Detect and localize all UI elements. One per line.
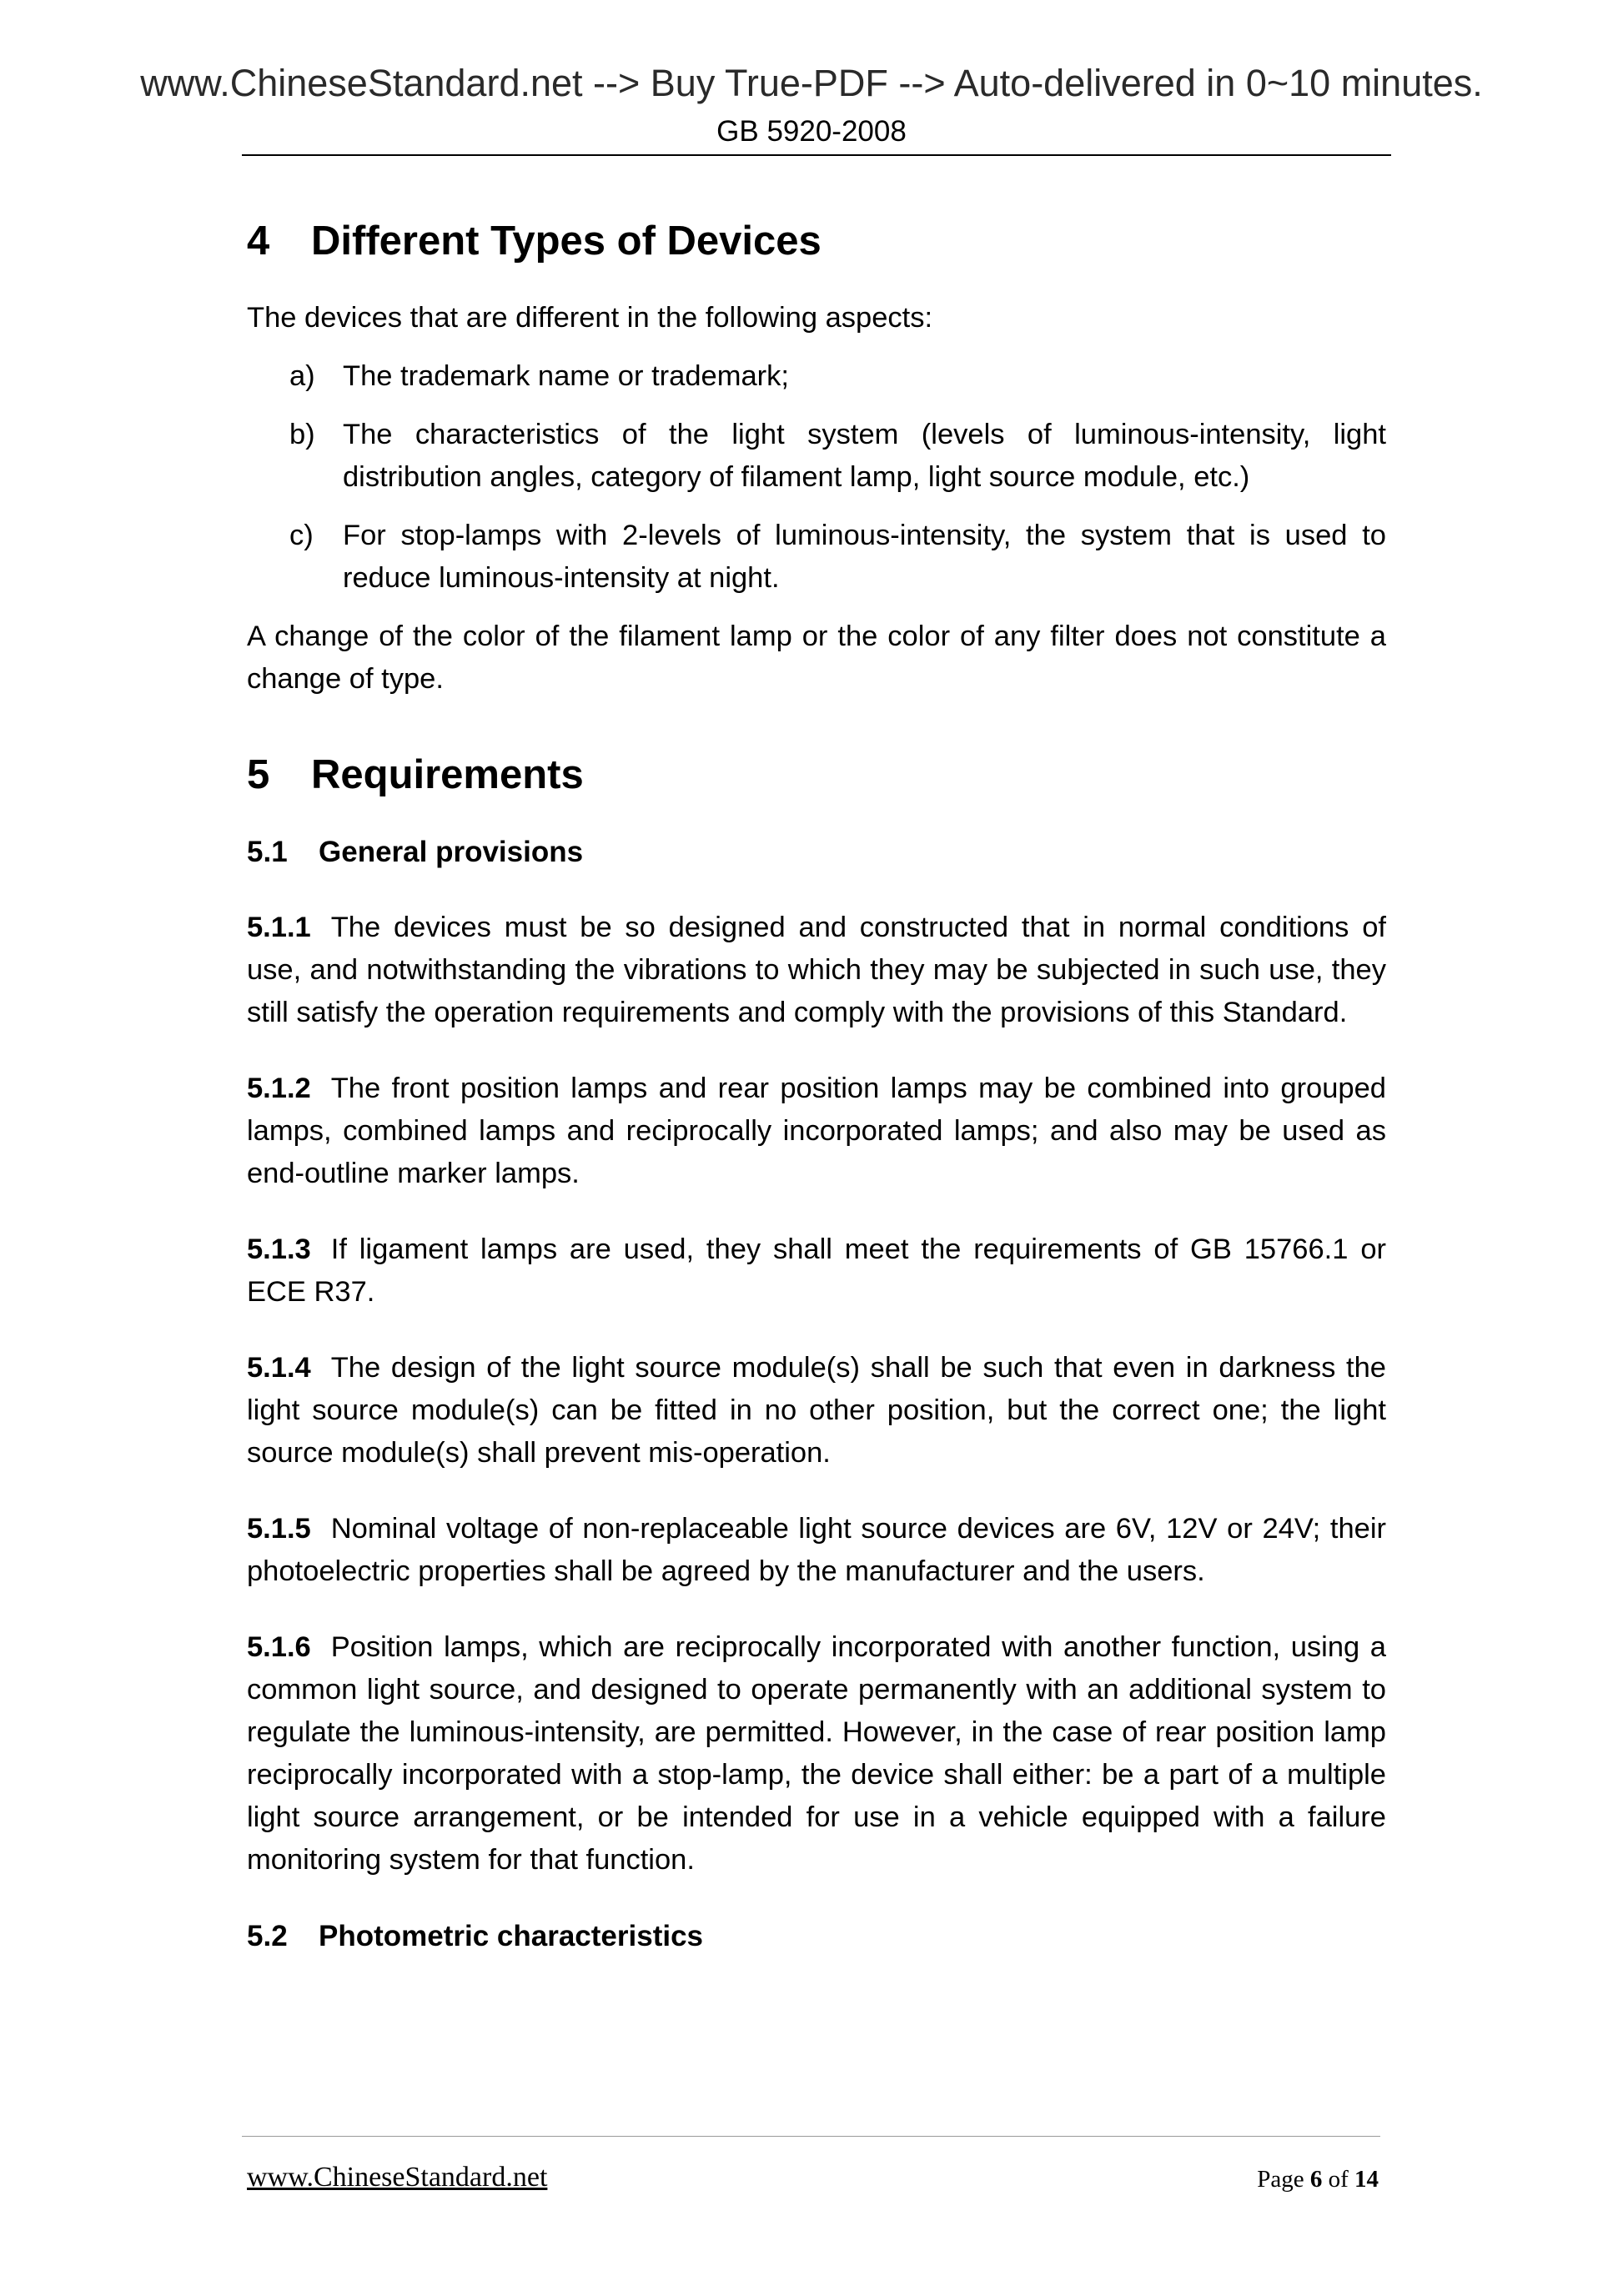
section-5-heading <box>247 747 1386 802</box>
page-number <box>1257 2166 1379 2193</box>
clause-number: 5.1.3 <box>247 1233 311 1265</box>
subsection-number: 5.2 <box>247 1920 288 1952</box>
clause-5-1-5 <box>247 1508 1386 1593</box>
section-4-title: Different Types of Devices <box>311 219 822 264</box>
list-item-a <box>289 355 1386 398</box>
page-total: 14 <box>1354 2166 1379 2193</box>
section-5-title: Requirements <box>311 752 584 797</box>
clause-5-1-2 <box>247 1068 1386 1195</box>
clause-number: 5.1.5 <box>247 1513 311 1545</box>
section-5-number: 5 <box>247 752 270 797</box>
subsection-title: General provisions <box>319 836 584 868</box>
list-marker: a) <box>289 360 315 392</box>
subsection-number: 5.1 <box>247 836 288 868</box>
list-text: The characteristics of the light system (levels of luminous-intensity, light distribution angles, category of filament lamp, light source module, etc.) <box>343 419 1386 493</box>
list-item-b <box>289 414 1386 499</box>
clause-text: The design of the light source module(s) shall be such that even in darkness the light source module(s) can be fitted in no other position, but the correct one; the light source module(s) shall prevent mis-operation. <box>247 1352 1386 1469</box>
clause-number: 5.1.4 <box>247 1352 311 1384</box>
list-marker: b) <box>289 419 315 450</box>
clause-5-1-4 <box>247 1347 1386 1475</box>
list-text: For stop-lamps with 2-levels of luminous-intensity, the system that is used to reduce luminous-intensity at night. <box>343 520 1386 594</box>
footer-website-link[interactable]: www.ChineseStandard.net <box>247 2162 548 2193</box>
page-of: of <box>1322 2166 1354 2193</box>
header-divider <box>242 154 1391 156</box>
list-marker: c) <box>289 520 314 551</box>
document-code: GB 5920-2008 <box>716 115 907 148</box>
footer-divider <box>242 2136 1380 2137</box>
clause-5-1-6 <box>247 1626 1386 1882</box>
clause-text: The front position lamps and rear position lamps may be combined into grouped lamps, combined lamps and reciprocally incorporated lamps; and also may be used as end-outline marker lamps. <box>247 1073 1386 1189</box>
clause-text: Position lamps, which are reciprocally incorporated with another function, using a common light source, and designed to operate permanently with an additional system to regulate the luminous-intensity, are permitted. However, in the case of rear position lamp reciprocally incorporated with a stop-lamp, the device shall either: be a part of a multiple light source arrangement, or be intended for use in a vehicle equipped with a failure monitoring system for that function. <box>247 1631 1386 1876</box>
clause-text: Nominal voltage of non-replaceable light source devices are 6V, 12V or 24V; their photoelectric properties shall be agreed by the manufacturer and the users. <box>247 1513 1386 1587</box>
subsection-5-1-heading <box>247 831 1386 873</box>
section-4-heading <box>247 214 1386 269</box>
list-item-c <box>289 515 1386 600</box>
subsection-title: Photometric characteristics <box>319 1920 704 1952</box>
section-4-intro: The devices that are different in the following aspects: <box>247 302 933 334</box>
list-text: The trademark name or trademark; <box>343 360 789 392</box>
clause-text: If ligament lamps are used, they shall meet the requirements of GB 15766.1 or ECE R37. <box>247 1233 1386 1308</box>
page-body <box>247 214 1386 1957</box>
page-current: 6 <box>1309 2166 1323 2193</box>
clause-number: 5.1.1 <box>247 912 311 943</box>
page-prefix: Page <box>1257 2166 1310 2193</box>
clause-text: The devices must be so designed and constructed that in normal conditions of use, and notwithstanding the vibrations to which they may be subjected in such use, they still satisfy the operation requirements and comply with the provisions of this Standard. <box>247 912 1386 1028</box>
clause-number: 5.1.6 <box>247 1631 311 1663</box>
clause-5-1-1 <box>247 907 1386 1034</box>
clause-number: 5.1.2 <box>247 1073 311 1104</box>
clause-5-1-3 <box>247 1228 1386 1314</box>
source-banner[interactable]: www.ChineseStandard.net --> Buy True-PDF --> Auto-delivered in 0~10 minutes. <box>140 62 1483 104</box>
subsection-5-2-heading <box>247 1915 1386 1957</box>
section-4-number: 4 <box>247 219 270 264</box>
section-4-note: A change of the color of the filament lamp or the color of any filter does not constitute a change of type. <box>247 620 1386 695</box>
